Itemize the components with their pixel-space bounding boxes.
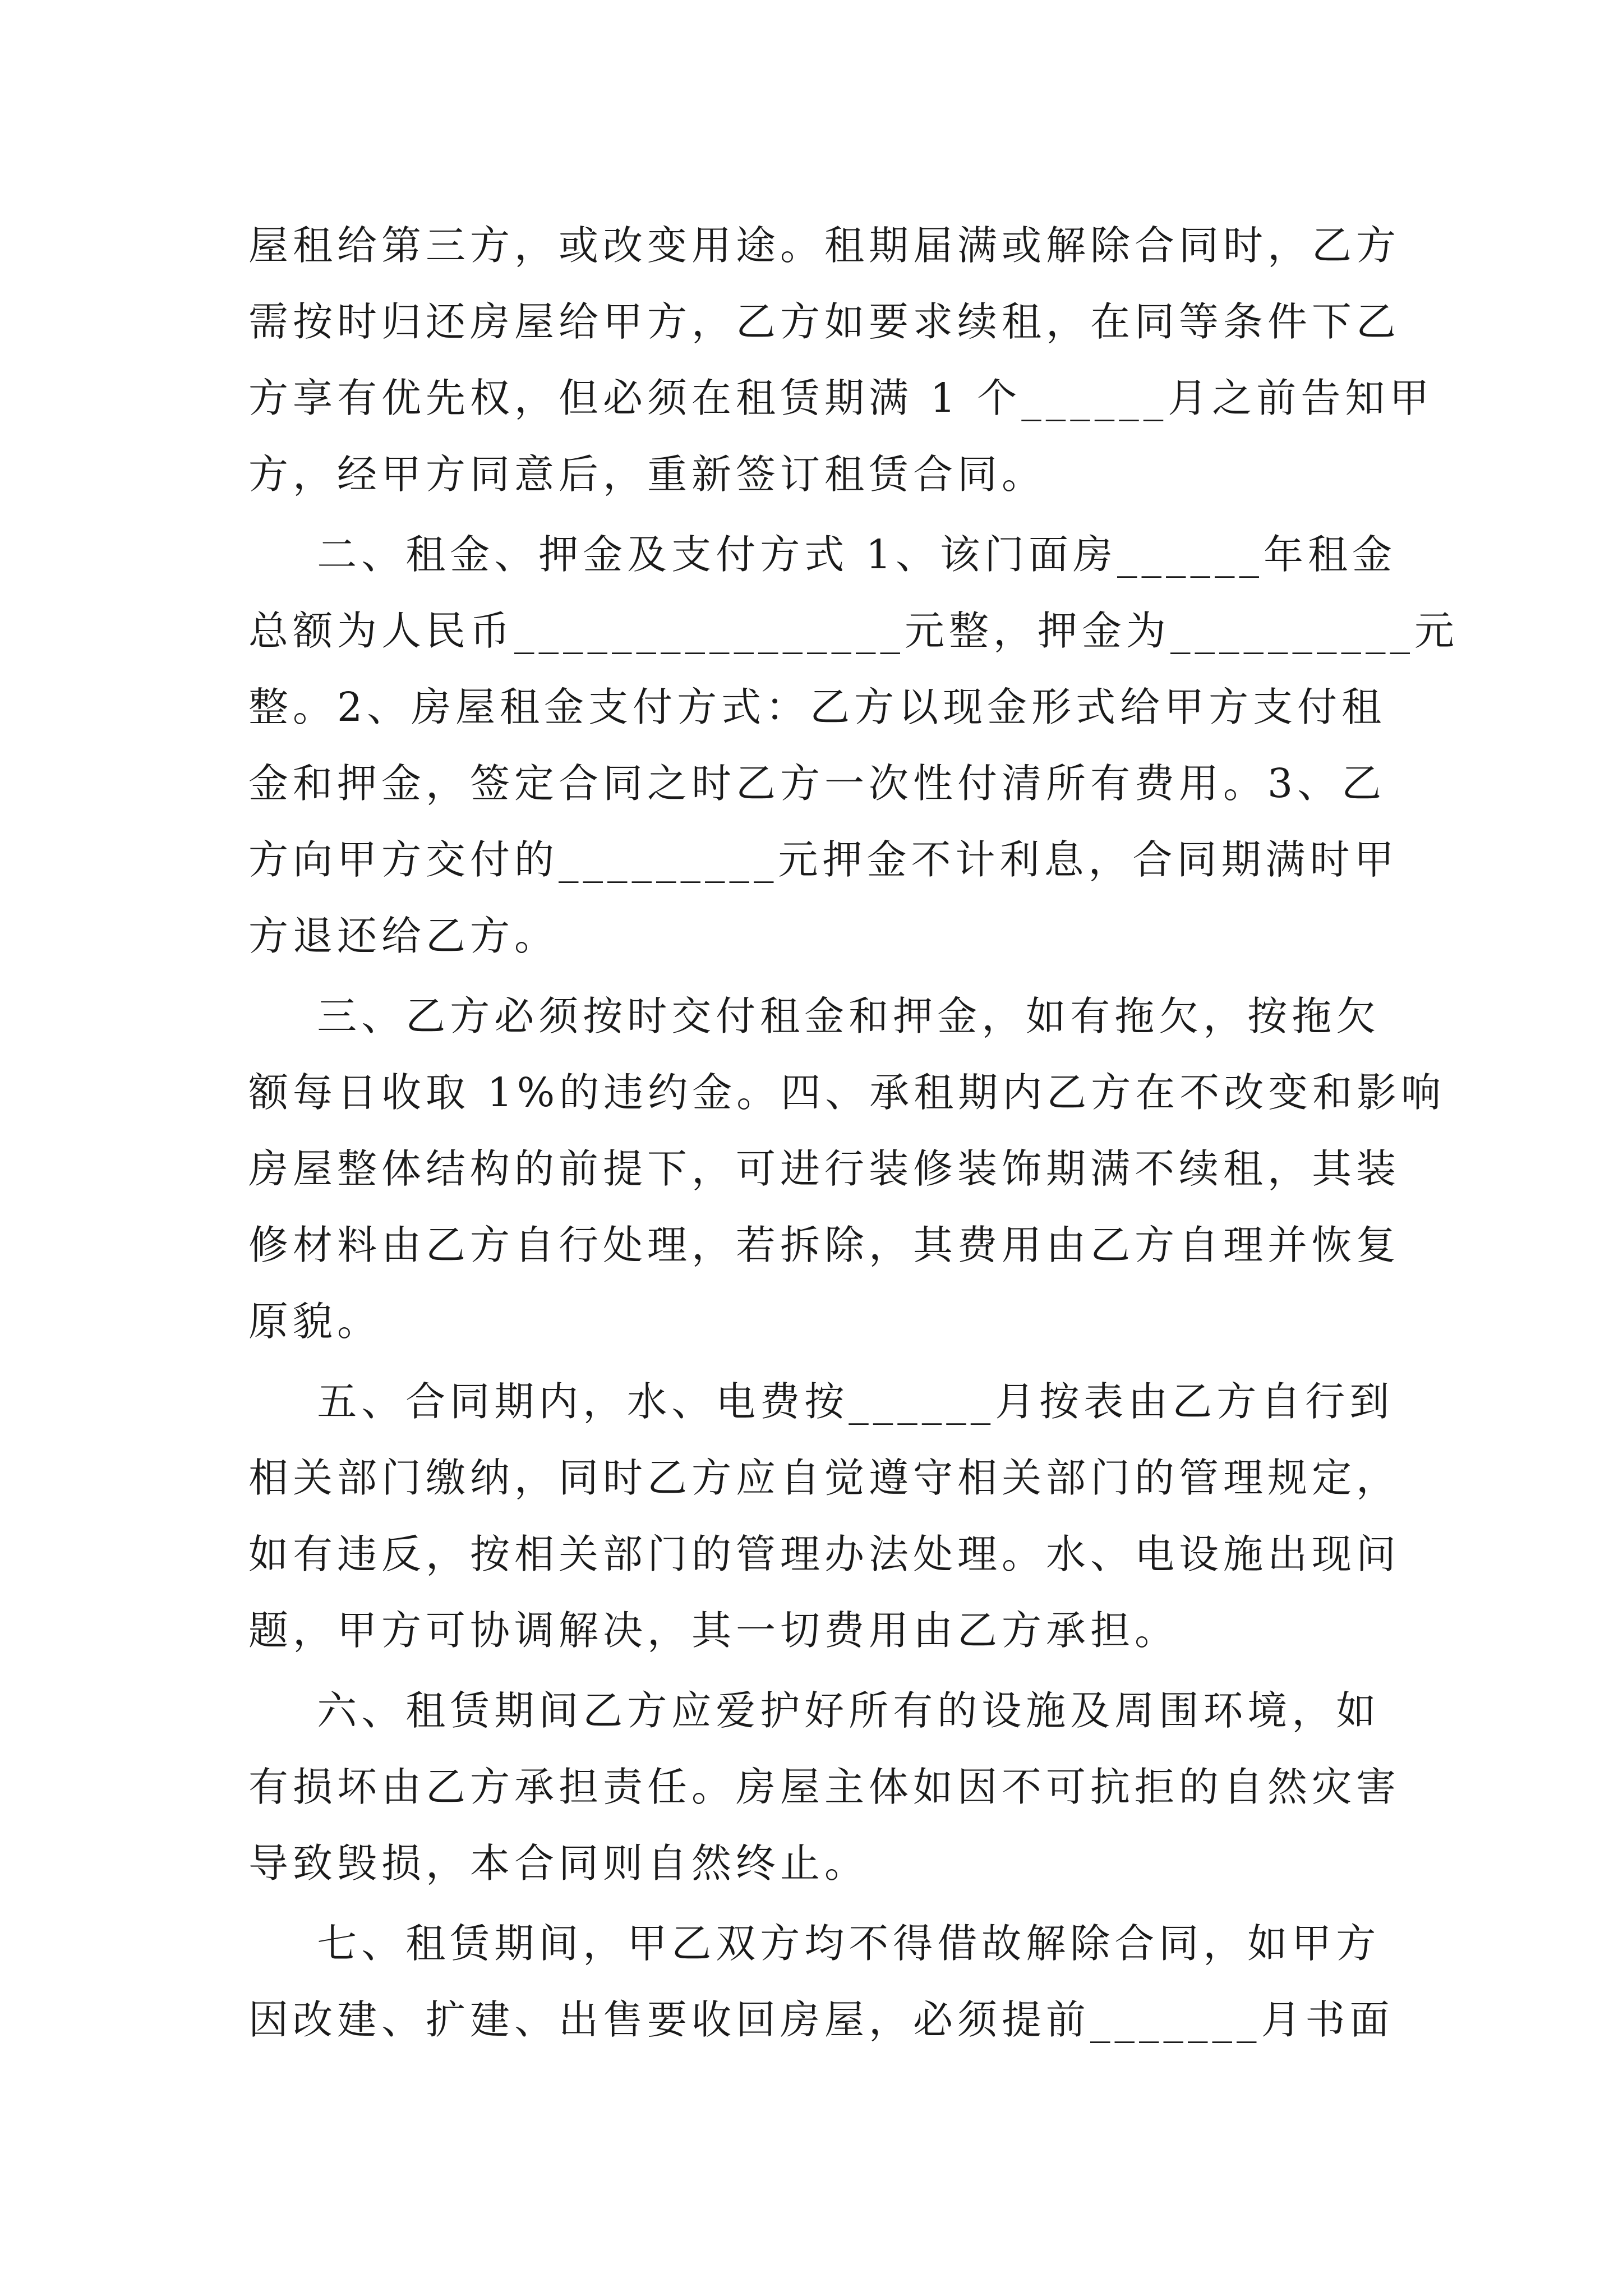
text-line: 导致毁损，本合同则自然终止。 [248, 1840, 869, 1887]
paragraph-gap [248, 1902, 1393, 1906]
text-line: 需按时归还房屋给甲方，乙方如要求续租，在同等条件下乙 [248, 298, 1401, 345]
paragraph-gap [248, 513, 1393, 517]
text-line: 原貌。 [248, 1298, 382, 1345]
paragraph-gap [248, 974, 1393, 978]
text-line: 如有违反，按相关部门的管理办法处理。水、电设施出现问 [248, 1531, 1401, 1577]
text-line: 有损坏由乙方承担责任。房屋主体如因不可抗拒的自然灾害 [248, 1764, 1401, 1810]
text-line: 总额为人民币________________元整，押金为__________元 [248, 608, 1459, 654]
text-line: 三、乙方必须按时交付租金和押金，如有拖欠，按拖欠 [248, 993, 1381, 1039]
text-line: 金和押金，签定合同之时乙方一次性付清所有费用。3、乙 [248, 760, 1386, 807]
text-line: 修材料由乙方自行处理，若拆除，其费用由乙方自理并恢复 [248, 1222, 1401, 1268]
text-line: 额每日收取 1%的违约金。四、承租期内乙方在不改变和影响 [248, 1069, 1446, 1116]
paragraph-gap [248, 1669, 1393, 1673]
text-line: 整。2、房屋租金支付方式：乙方以现金形式给甲方支付租 [248, 684, 1386, 730]
text-line: 房屋整体结构的前提下，可进行装修装饰期满不续租，其装 [248, 1145, 1401, 1192]
text-line: 二、租金、押金及支付方式 1、该门面房______年租金 [248, 531, 1397, 578]
text-line: 七、租赁期间，甲乙双方均不得借故解除合同，如甲方 [248, 1920, 1381, 1967]
text-line: 方，经甲方同意后，重新签订租赁合同。 [248, 451, 1046, 498]
text-line: 题，甲方可协调解决，其一切费用由乙方承担。 [248, 1607, 1179, 1654]
text-line: 屋租给第三方，或改变用途。租期届满或解除合同时，乙方 [248, 222, 1401, 269]
text-line: 六、租赁期间乙方应爱护好所有的设施及周围环境，如 [248, 1687, 1381, 1734]
text-line: 五、合同期内，水、电费按______月按表由乙方自行到 [248, 1378, 1394, 1425]
text-line: 方向甲方交付的_________元押金不计利息，合同期满时甲 [248, 836, 1399, 883]
document-page [248, 208, 1459, 2058]
text-line: 相关部门缴纳，同时乙方应自觉遵守相关部门的管理规定， [248, 1455, 1401, 1501]
text-line: 方退还给乙方。 [248, 913, 559, 959]
text-line: 方享有优先权，但必须在租赁期满 1 个______月之前告知甲 [248, 375, 1434, 421]
paragraph-gap [248, 1360, 1393, 1364]
text-line: 因改建、扩建、出售要收回房屋，必须提前_______月书面 [248, 1996, 1394, 2043]
